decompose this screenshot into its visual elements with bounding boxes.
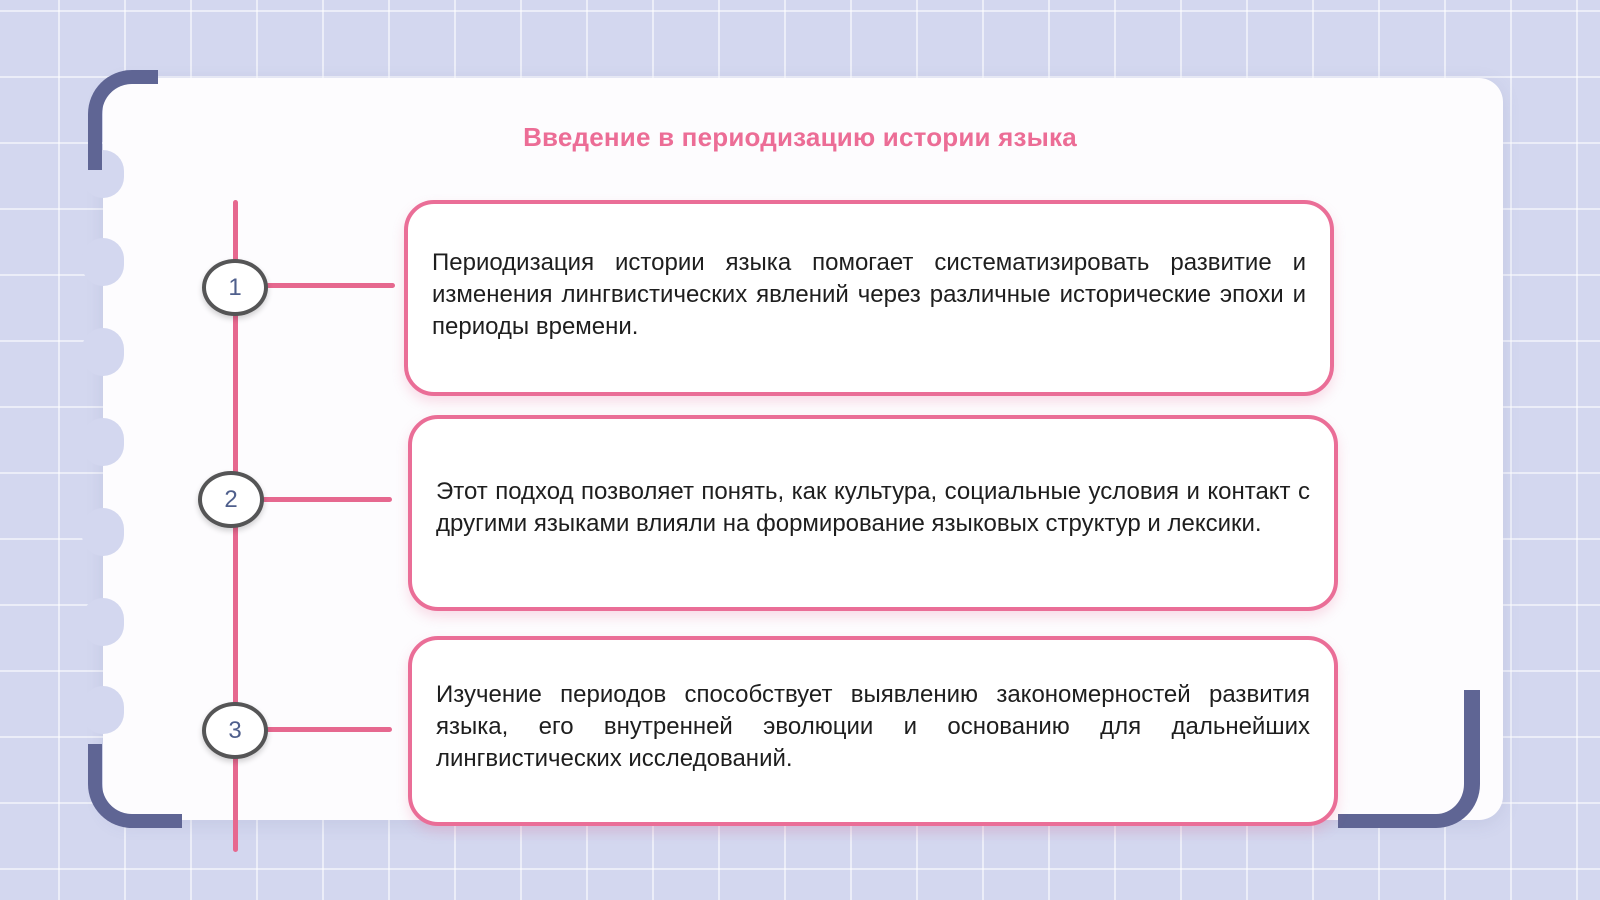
corner-bracket-bottom-left bbox=[88, 744, 182, 828]
step-card-text-1: Периодизация истории языка помогает систематизировать развитие и изменения лингвистических явлений через различные исторические эпохи и периоды времени. bbox=[432, 249, 1306, 340]
step-number-circle-2 bbox=[198, 471, 264, 528]
step-number-circle-1 bbox=[202, 259, 268, 316]
timeline-connector-3 bbox=[266, 727, 392, 732]
step-card-text-3: Изучение периодов способствует выявлению закономерностей развития языка, его внутренней эволюции и основанию для дальнейших лингвистических исследований. bbox=[436, 681, 1310, 772]
corner-bracket-bottom-right bbox=[1338, 690, 1480, 828]
step-number-3: 3 bbox=[228, 716, 242, 744]
step-card-3 bbox=[408, 636, 1338, 826]
step-number-2: 2 bbox=[224, 485, 238, 513]
paper-notch bbox=[82, 686, 124, 734]
paper-notch bbox=[82, 418, 124, 466]
step-card-2 bbox=[408, 415, 1338, 611]
paper-notch bbox=[82, 238, 124, 286]
timeline-connector-2 bbox=[262, 497, 392, 502]
paper-notch bbox=[82, 508, 124, 556]
corner-bracket-top-left bbox=[88, 70, 158, 170]
timeline-connector-1 bbox=[266, 283, 395, 288]
paper-notch bbox=[82, 328, 124, 376]
step-card-text-2: Этот подход позволяет понять, как культура, социальные условия и контакт с другими языками влияли на формирование языковых структур и лексики. bbox=[436, 478, 1310, 537]
step-number-1: 1 bbox=[228, 273, 242, 301]
paper-notch bbox=[82, 598, 124, 646]
step-card-1 bbox=[404, 200, 1334, 396]
step-number-circle-3 bbox=[202, 702, 268, 759]
slide-title: Введение в периодизацию истории языка bbox=[523, 122, 1077, 152]
